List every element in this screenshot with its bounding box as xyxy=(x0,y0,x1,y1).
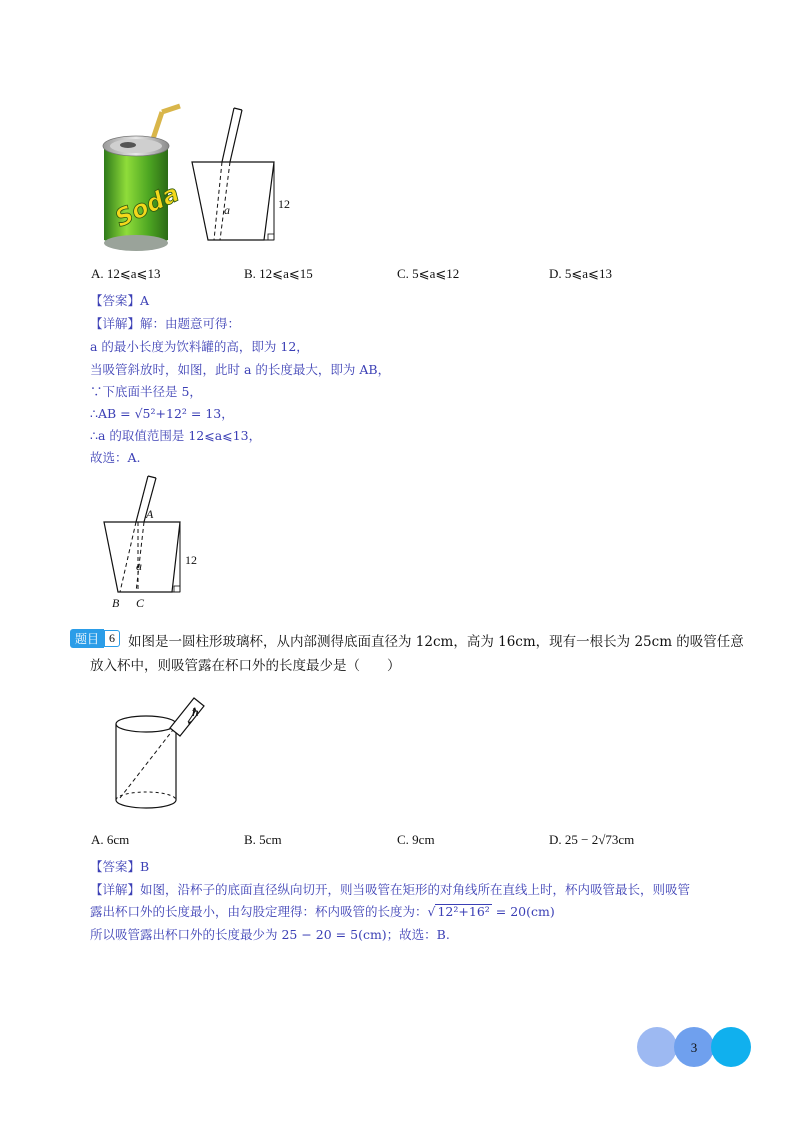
q5-option-b-text: 12⩽a⩽15 xyxy=(259,266,313,281)
q6-detail-line-2-pre: 露出杯口外的长度最小，由勾股定理得：杯内吸管的长度为： xyxy=(90,904,428,919)
soda-can-text: Soda xyxy=(110,178,184,233)
q6-option-c-letter: C. xyxy=(397,832,409,847)
q5-option-a[interactable] xyxy=(91,266,160,282)
q6-option-b-letter: B. xyxy=(244,832,256,847)
cup-straw-figure xyxy=(188,104,303,244)
q6-detail-line-3: 所以吸管露出杯口外的长度最少为 25 − 20 = 5(cm)；故选：B. xyxy=(90,927,450,942)
q5-option-a-letter: A. xyxy=(91,266,104,281)
q6-sqrt-sign: √ xyxy=(427,904,436,919)
q5-detail-line-3: 当吸管斜放时，如图，此时 a 的长度最大，即为 AB， xyxy=(90,362,391,377)
q6-option-a-text: 6cm xyxy=(106,832,130,847)
q6-question-line-1: 如图是一圆柱形玻璃杯，从内部测得底面直径为 12cm，高为 16cm，现有一根长为 25cm 的吸管任意 xyxy=(128,634,744,650)
cylinder-h-label: h xyxy=(192,705,199,719)
q6-question-line-2: 放入杯中，则吸管露在杯口外的长度最少是（ ） xyxy=(90,658,401,674)
q5-option-c-text: 5⩽a⩽12 xyxy=(412,266,460,281)
q5-detail-line-6: ∴a 的取值范围是 12⩽a⩽13， xyxy=(90,428,262,443)
sol-label-b-point: B xyxy=(112,596,120,610)
q6-option-b-text: 5cm xyxy=(259,832,282,847)
sol-label-height: 12 xyxy=(185,553,197,567)
q6-detail-line-2-sqrt: 12²+16² xyxy=(437,904,490,919)
cup-a-label: a xyxy=(224,203,230,217)
q6-detail-line-2-post: = 20(cm) xyxy=(491,904,555,919)
q6-option-c-text: 9cm xyxy=(412,832,435,847)
q6-option-d-text: 25 − 2√73cm xyxy=(564,832,635,847)
sol-label-c-point: C xyxy=(136,596,145,610)
q6-answer: 【答案】B xyxy=(90,859,150,874)
q6-option-d[interactable] xyxy=(549,832,634,848)
cylinder-straw-figure xyxy=(108,690,218,820)
q5-detail-line-1: 【详解】解：由题意可得： xyxy=(90,316,241,331)
solution-cup-figure xyxy=(98,470,218,615)
sol-label-a-segment: a xyxy=(136,559,142,573)
q5-detail-line-2: a 的最小长度为饮料罐的高，即为 12， xyxy=(90,339,309,354)
cup-height-label: 12 xyxy=(278,197,290,211)
q5-option-d-letter: D. xyxy=(549,266,562,281)
q6-detail-line-1: 【详解】如图，沿杯子的底面直径纵向切开，则当吸管在矩形的对角线所在直线上时，杯内吸管最长，则吸管 xyxy=(90,882,691,897)
q5-option-a-text: 12⩽a⩽13 xyxy=(106,266,161,281)
q6-option-b[interactable] xyxy=(244,832,282,848)
page-number: 3 xyxy=(690,1040,698,1055)
sol-label-a-point: A xyxy=(146,507,154,521)
q5-option-b[interactable] xyxy=(244,266,313,282)
q5-answer: 【答案】A xyxy=(90,293,150,308)
q6-badge-number: 6 xyxy=(104,630,120,647)
q5-option-d-text: 5⩽a⩽13 xyxy=(564,266,612,281)
q6-option-a-letter: A. xyxy=(91,832,104,847)
q5-detail-line-7: 故选：A. xyxy=(90,450,141,465)
q5-option-c[interactable] xyxy=(397,266,459,282)
q5-option-c-letter: C. xyxy=(397,266,409,281)
q6-option-d-letter: D. xyxy=(549,832,562,847)
q5-detail-line-4: ∵下底面半径是 5， xyxy=(90,384,202,399)
q6-option-c[interactable] xyxy=(397,832,435,848)
page-number-badge xyxy=(636,1026,752,1068)
q5-option-b-letter: B. xyxy=(244,266,256,281)
q6-badge xyxy=(70,628,120,648)
q6-badge-tag: 题目 xyxy=(70,629,104,648)
q5-detail-line-5: ∴AB = √5²+12² = 13， xyxy=(90,406,234,421)
q6-option-a[interactable] xyxy=(91,832,129,848)
soda-can-figure xyxy=(96,100,186,260)
q6-detail-line-2 xyxy=(90,902,555,920)
q5-option-d[interactable] xyxy=(549,266,612,282)
